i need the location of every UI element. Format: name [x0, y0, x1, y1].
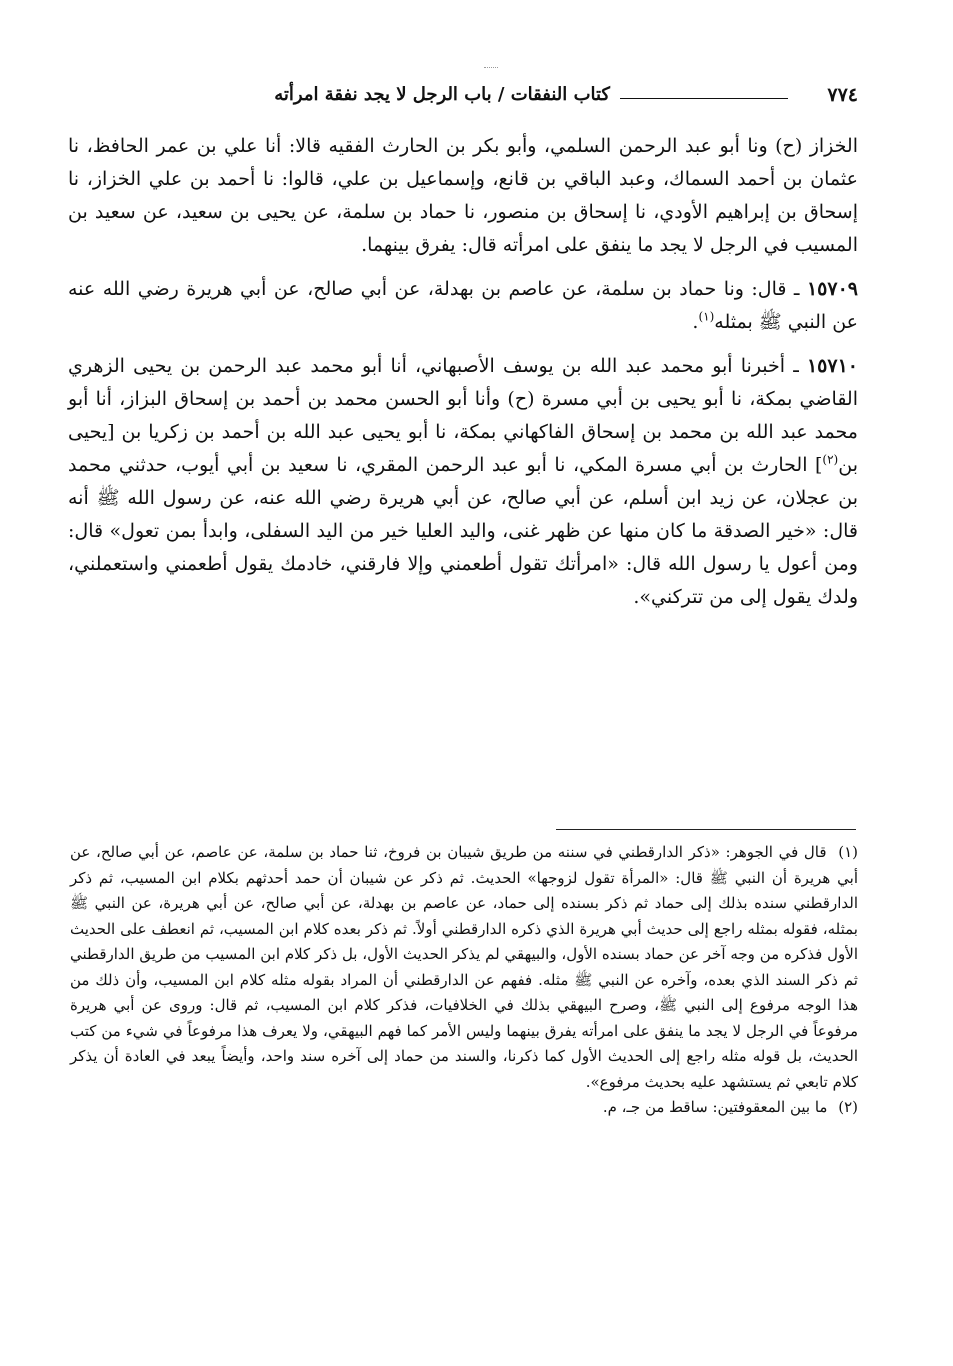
- footnote-separator: [556, 829, 856, 830]
- hadith-text: ـ قال: ونا حماد بن سلمة، عن عاصم بن بهدلة، عن أبي صالح، عن أبي هريرة رضي الله عنه عن النبي ﷺ بمثله: [68, 278, 858, 333]
- footnote-1: [70, 840, 858, 1095]
- hadith-number: ١٥٧٠٩: [806, 278, 858, 300]
- page-header: [68, 84, 858, 120]
- footnote-ref[interactable]: (٢): [822, 452, 839, 467]
- footnote-ref[interactable]: (١): [698, 309, 715, 324]
- footnotes: [70, 840, 858, 1121]
- hadith-end: .: [692, 311, 699, 333]
- hadith-text-continued: ] الحارث بن أبي مسرة المكي، نا أبو عبد الرحمن المقري، نا سعيد بن أبي أيوب، حدثني محمد بن عجلان، عن زيد ابن أسلم، عن أبي صالح، عن أبي هريرة رضي الله عنه، عن رسول الله ﷺ أنه قال: «خير الصدقة ما كان منها عن ظهر غنى، واليد العليا خير من اليد السفلى، وابدأ بمن تعول» قال: ومن أعول يا رسول الله قال: «امرأتك تقول أطعمني وإلا فارقني، خادمك يقول أطعمني واستعملني، ولدك يقول إلى من تتركني».: [68, 454, 858, 608]
- header-rule: [620, 98, 788, 99]
- hadith-15709: [68, 273, 858, 339]
- page-number: ٧٧٤: [827, 84, 858, 106]
- paragraph-text: الخزاز (ح) ونا أبو عبد الرحمن السلمي، وأبو بكر بن الحارث الفقيه قالا: أنا علي بن عمر الحافظ، نا عثمان بن أحمد السماك، وعبد الباقي بن قانع، وإسماعيل بن علي، قالوا: نا أحمد بن علي الخزاز، نا إسحاق بن إبراهيم الأودي، نا إسحاق بن منصور، نا حماد بن سلمة، عن يحيى بن سعيد، عن سعيد بن المسيب في الرجل لا يجد ما ينفق على امرأته قال: يفرق بينهما.: [68, 135, 858, 256]
- running-title: كتاب النفقات / باب الرجل لا يجد نفقة امرأته: [274, 84, 610, 105]
- footnote-text: قال في الجوهر: «ذكر الدارقطني في سننه من طريق شيبان بن فروخ، ثنا حماد بن سلمة، عن عاصم، عن أبي صالح، عن أبي هريرة أن النبي ﷺ قال: «المرأة تقول لزوجها» الحديث. ثم ذكر عن شيبان أن حمد أحدثهم بكلام ابن المسيب، ثم ذكر الدارقطني سنده بذلك إلى حماد ثم ذكر بسنده إلى حماد، عن عاصم بن بهدلة، عن أبي صالح، عن أبي هريرة، عن النبي ﷺ بمثله، فقوله بمثله راجع إلى حديث أبي هريرة الذي ذكره الدارقطني أولاً. ثم ذكر بعده كلام ابن المسيب، ثم انعطف على الحديث الأول فذكره من وجه آخر عن حماد بسنده الأول، والبيهقي لم يذكر الحديث الأول، بل ذكر كلام ابن المسيب من طريق الدارقطني ثم ذكر السند الذي بعده، وآخره عن النبي ﷺ مثله. ففهم عن الدارقطني أن المراد بقوله مثله كلام ابن المسيب، وأن ذلك من هذا الوجه مرفوع إلى النبي ﷺ، وصرح البيهقي بذلك في الخلافيات، فذكر كلام ابن المسيب، ثم قال: وروى عن أبي هريرة مرفوعاً في الرجل لا يجد ما ينفق على امرأته يفرق بينهما وليس الأمر كما فهم البيهقي، ولا يعرف هذا مرفوعاً في شيء من كتب الحديث، بل قوله مثله راجع إلى الحديث الأول كما ذكرنا، والسند من حماد إلى آخره سند واحد، وأيضاً يبعد في العادة أن يذكر كلام تابعي ثم يستشهد عليه بحديث مرفوع».: [70, 843, 858, 1091]
- footnote-2: [70, 1095, 858, 1121]
- main-text: [68, 130, 858, 614]
- footnote-number: (٢): [838, 1098, 858, 1116]
- footnote-text: ما بين المعقوفتين: ساقط من جـ، م.: [602, 1098, 828, 1116]
- hadith-number: ١٥٧١٠: [806, 355, 858, 377]
- hadith-text: ـ أخبرنا أبو محمد عبد الله بن يوسف الأصبهاني، أنا أبو محمد عبد الرحمن بن يحيى الزهري القاضي بمكة، نا أبو يحيى بن أبي مسرة (ح) وأنا أبو الحسن محمد بن أحمد بن إسحاق البزاز، أنا أبو محمد عبد الله بن محمد بن إسحاق الفاكهاني بمكة، نا أبو يحيى عبد الله بن أحمد بن زكريا بن [يحيى بن: [68, 355, 858, 476]
- paragraph-continuation: [68, 130, 858, 262]
- scan-mark: [484, 67, 498, 68]
- footnote-number: (١): [838, 843, 858, 861]
- hadith-15710: [68, 350, 858, 614]
